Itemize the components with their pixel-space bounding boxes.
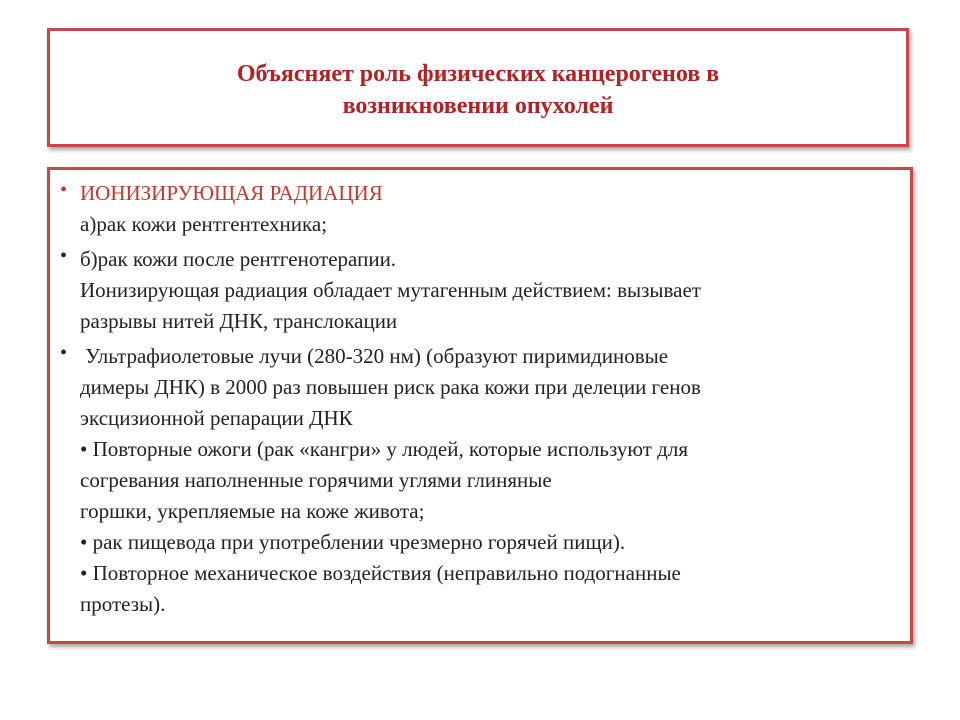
title-box	[47, 28, 909, 147]
item-line: горшки, укрепляемые на коже живота;	[80, 499, 425, 523]
item-line: • Повторное механическое воздействия (неправильно подогнанные	[80, 561, 681, 585]
slide-title	[237, 54, 719, 122]
item-line: б)рак кожи после рентгенотерапии.	[80, 247, 397, 271]
item-line: а)рак кожи рентгентехника;	[80, 212, 328, 236]
bullet-icon: •	[60, 342, 68, 364]
item-line: эксцизионной репарации ДНК	[80, 406, 353, 430]
bullet-icon: •	[60, 245, 68, 267]
item-line: димеры ДНК) в 2000 раз повышен риск рака кожи при делеции генов	[80, 375, 701, 399]
item-line: согревания наполненные горячими углями глиняные	[80, 468, 552, 492]
title-line-1: Объясняет роль физических канцерогенов в	[236, 60, 720, 87]
list-item-ionizing-radiation	[60, 178, 900, 240]
item-line: • рак пищевода при употреблении чрезмерно горячей пищи).	[80, 530, 626, 554]
item-line: разрывы нитей ДНК, транслокации	[80, 309, 398, 333]
item-heading: ИОНИЗИРУЮЩАЯ РАДИАЦИЯ	[80, 181, 383, 205]
item-line: Ультрафиолетовые лучи (280-320 нм) (образуют пиримидиновые	[80, 344, 669, 368]
content-box	[47, 167, 913, 644]
item-line: Ионизирующая радиация обладает мутагенным действием: вызывает	[80, 278, 701, 302]
list-item-ultraviolet	[60, 341, 900, 620]
title-line-2: возникновении опухолей	[342, 92, 614, 119]
bullet-icon: •	[60, 179, 68, 201]
list-item-radiotherapy	[60, 244, 900, 337]
item-line: протезы).	[80, 592, 166, 616]
bullet-list	[60, 178, 900, 620]
item-line: • Повторные ожоги (рак «кангри» у людей, которые используют для	[80, 437, 688, 461]
